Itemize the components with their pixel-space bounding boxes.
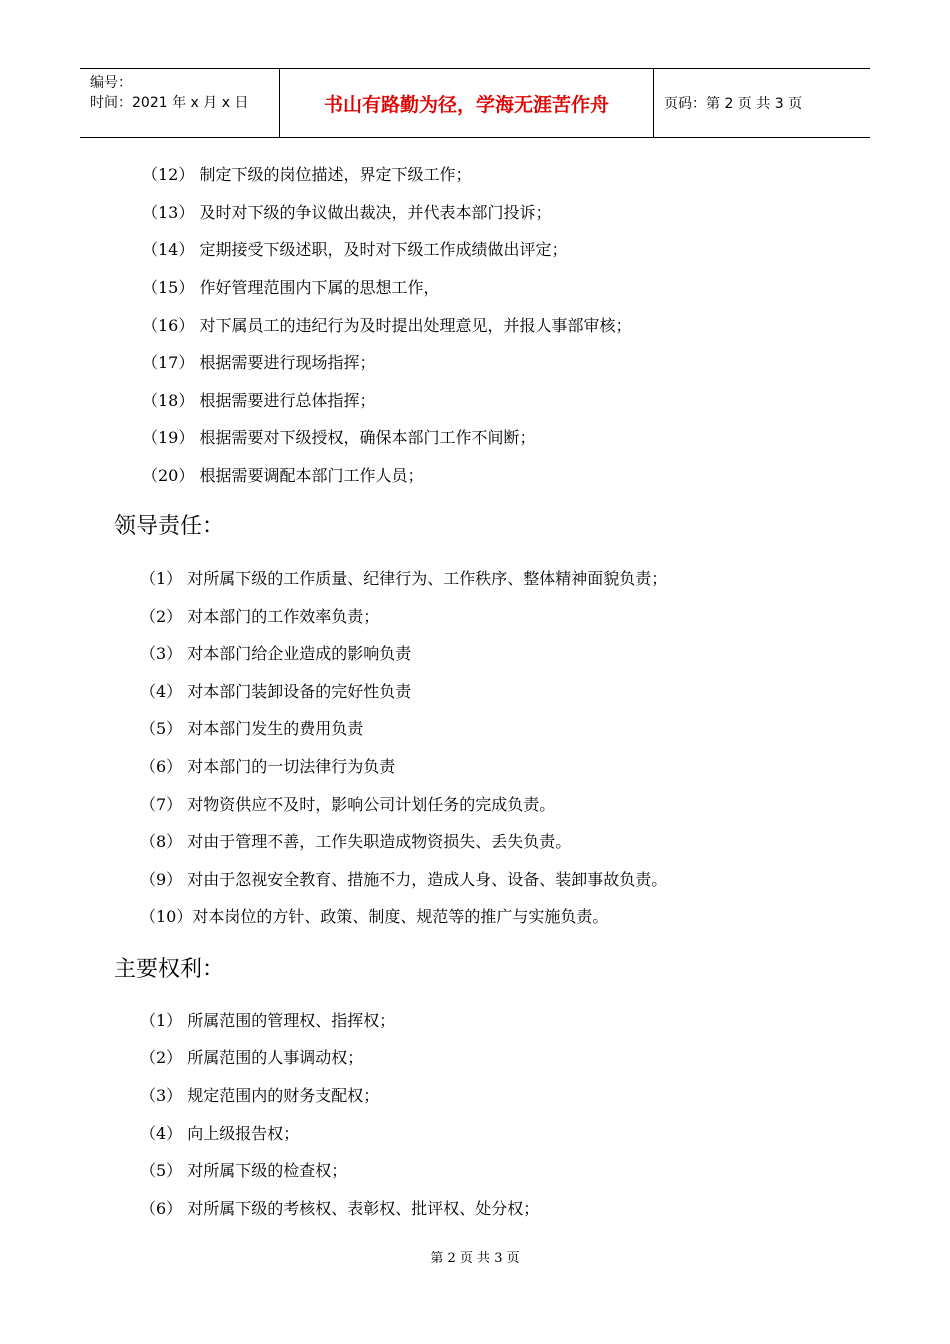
item-text: 对所属下级的检查权； <box>187 1161 348 1180</box>
item-number: （3） <box>140 644 183 663</box>
list-item <box>142 466 423 486</box>
list-item <box>140 1011 395 1031</box>
list-item <box>140 607 379 627</box>
item-number: （18） <box>142 391 195 410</box>
item-text: 所属范围的管理权、指挥权； <box>187 1011 396 1030</box>
item-number: （3） <box>140 1086 183 1105</box>
item-text: 制定下级的岗位描述，界定下级工作； <box>199 165 472 184</box>
item-number: （19） <box>142 428 195 447</box>
list-item <box>140 644 411 664</box>
list-item <box>142 240 567 260</box>
page-header <box>80 68 870 138</box>
item-number: （5） <box>140 719 183 738</box>
item-number: （7） <box>140 795 183 814</box>
list-item <box>140 795 555 815</box>
list-item <box>142 391 375 411</box>
list-item <box>142 278 439 298</box>
item-text: 作好管理范围内下属的思想工作， <box>199 278 440 297</box>
item-number: （4） <box>140 682 183 701</box>
item-text: 根据需要进行总体指挥； <box>199 391 376 410</box>
list-item <box>140 832 571 852</box>
list-item <box>142 428 535 448</box>
number-label: 编号： <box>90 75 132 91</box>
list-item <box>142 316 631 336</box>
header-page-info: 页码：第 2 页 共 3 页 <box>664 96 803 112</box>
item-number: （8） <box>140 832 183 851</box>
item-text: 对本部门的一切法律行为负责 <box>187 757 396 776</box>
item-text: 所属范围的人事调动权； <box>187 1048 364 1067</box>
list-item <box>140 682 411 702</box>
item-text: 对所属下级的考核权、表彰权、批评权、处分权； <box>187 1199 540 1218</box>
item-text: 根据需要调配本部门工作人员； <box>199 466 424 485</box>
item-number: （13） <box>142 203 195 222</box>
item-text: 对由于忽视安全教育、措施不力，造成人身、设备、装卸事故负责。 <box>187 870 668 889</box>
item-number: （2） <box>140 607 183 626</box>
list-item <box>140 1086 379 1106</box>
item-number: （5） <box>140 1161 183 1180</box>
item-text: 根据需要进行现场指挥； <box>199 353 376 372</box>
list-item <box>142 165 471 185</box>
item-number: （10） <box>140 907 193 926</box>
item-number: （15） <box>142 278 195 297</box>
list-item <box>140 1124 299 1144</box>
item-text: 对物资供应不及时，影响公司计划任务的完成负责。 <box>187 795 556 814</box>
item-text: 对下属员工的违纪行为及时提出处理意见，并报人事部审核； <box>199 316 632 335</box>
item-number: （1） <box>140 1011 183 1030</box>
list-item <box>142 353 375 373</box>
item-text: 对本岗位的方针、政策、制度、规范等的推广与实施负责。 <box>192 907 609 926</box>
item-number: （2） <box>140 1048 183 1067</box>
item-text: 对本部门发生的费用负责 <box>187 719 364 738</box>
item-text: 对本部门的工作效率负责； <box>187 607 380 626</box>
list-item <box>140 907 608 927</box>
item-number: （6） <box>140 1199 183 1218</box>
item-number: （14） <box>142 240 195 259</box>
item-text: 对由于管理不善，工作失职造成物资损失、丢失负责。 <box>187 832 572 851</box>
rights-heading: 主要权利： <box>114 957 225 982</box>
item-number: （9） <box>140 870 183 889</box>
time-label: 时间：2021 年 x 月 x 日 <box>90 95 249 111</box>
list-item <box>140 1161 347 1181</box>
list-item <box>140 870 667 890</box>
item-number: （6） <box>140 757 183 776</box>
item-text: 及时对下级的争议做出裁决，并代表本部门投诉； <box>199 203 552 222</box>
header-motto: 书山有路勤为径，学海无涯苦作舟 <box>280 69 654 137</box>
list-item <box>140 757 395 777</box>
list-item <box>140 1048 363 1068</box>
item-number: （20） <box>142 466 195 485</box>
item-text: 定期接受下级述职，及时对下级工作成绩做出评定； <box>199 240 568 259</box>
item-text: 对本部门给企业造成的影响负责 <box>187 644 412 663</box>
item-number: （17） <box>142 353 195 372</box>
item-number: （1） <box>140 569 183 588</box>
item-text: 对所属下级的工作质量、纪律行为、工作秩序、整体精神面貌负责； <box>187 569 668 588</box>
list-item <box>140 569 667 589</box>
item-number: （4） <box>140 1124 183 1143</box>
list-item <box>140 719 363 739</box>
item-number: （16） <box>142 316 195 335</box>
list-item <box>140 1199 539 1219</box>
item-text: 对本部门装卸设备的完好性负责 <box>187 682 412 701</box>
page-footer: 第 2 页 共 3 页 <box>430 1251 520 1266</box>
item-text: 根据需要对下级授权，确保本部门工作不间断； <box>199 428 536 447</box>
list-item <box>142 203 551 223</box>
item-text: 规定范围内的财务支配权； <box>187 1086 380 1105</box>
item-number: （12） <box>142 165 195 184</box>
item-text: 向上级报告权； <box>187 1124 300 1143</box>
header-meta <box>80 69 280 137</box>
leadership-heading: 领导责任： <box>114 514 225 539</box>
